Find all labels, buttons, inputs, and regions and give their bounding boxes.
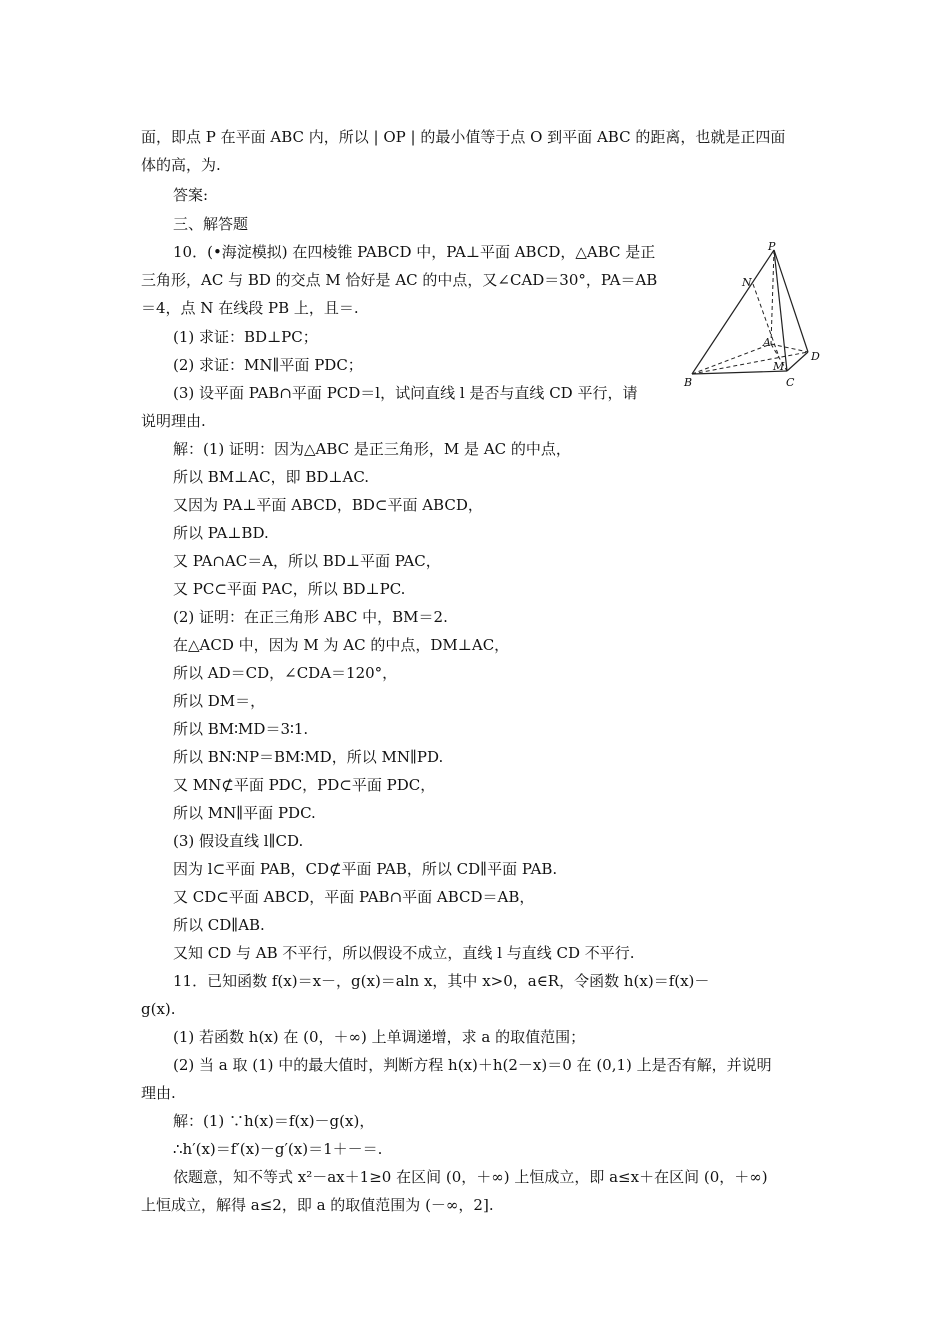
solution-line: 解：(1) ∵h(x)＝f(x)－g(x)， — [173, 1112, 375, 1130]
label-m: M — [773, 360, 785, 373]
problem-11-text: 11．已知函数 f(x)＝x－，g(x)＝aln x，其中 x>0，a∈R，令函数 h(x)＝f(x)－ — [173, 972, 710, 990]
edge-cd — [787, 352, 808, 371]
solution-line: (2) 证明：在正三角形 ABC 中，BM＝2. — [173, 608, 448, 626]
text-line: 面，即点 P 在平面 ABC 内，所以 | OP | 的最小值等于点 O 到平面 ABC 的距离，也就是正四面 — [141, 128, 786, 146]
problem-10-part: (3) 设平面 PAB∩平面 PCD＝l，试问直线 l 是否与直线 CD 平行，请 — [173, 384, 638, 402]
problem-10-text: 10．(•海淀模拟) 在四棱锥 PABCD 中，PA⊥平面 ABCD，△ABC 是正 — [173, 243, 656, 261]
problem-10-part: (1) 求证：BD⊥PC； — [173, 328, 318, 346]
solution-line: 又 MN⊄平面 PDC，PD⊂平面 PDC， — [173, 776, 436, 794]
label-a: A — [763, 336, 771, 349]
label-b: B — [684, 376, 693, 388]
solution-line: 所以 MN∥平面 PDC. — [173, 804, 316, 822]
solution-line: 所以 AD＝CD，∠CDA＝120°， — [173, 664, 398, 682]
solution-line: ∴h′(x)＝f′(x)－g′(x)＝1＋－＝. — [173, 1140, 383, 1158]
solution-line: 依题意，知不等式 x²－ax＋1≥0 在区间 (0，＋∞) 上恒成立，即 a≤x＋在区间 (0，＋∞) — [173, 1168, 768, 1186]
solution-line: 所以 BM⊥AC，即 BD⊥AC. — [173, 468, 370, 486]
problem-10-text: ＝4，点 N 在线段 PB 上，且＝. — [141, 299, 359, 317]
problem-11-part: (1) 若函数 h(x) 在 (0，＋∞) 上单调递增，求 a 的取值范围； — [173, 1028, 586, 1046]
solution-line: 上恒成立，解得 a≤2，即 a 的取值范围为 (－∞，2]. — [141, 1196, 494, 1214]
pyramid-figure — [676, 240, 828, 388]
problem-11-text: g(x). — [141, 1000, 176, 1018]
text-line: 体的高，为. — [141, 156, 221, 174]
text-line: 答案: — [173, 186, 209, 204]
edge-pb — [692, 250, 774, 374]
solution-line: 所以 BN∶NP＝BM∶MD，所以 MN∥PD. — [173, 748, 444, 766]
edge-bd — [692, 352, 808, 374]
problem-10-part: 说明理由. — [141, 412, 206, 430]
label-c: C — [786, 376, 795, 388]
problem-10-text: 三角形，AC 与 BD 的交点 M 恰好是 AC 的中点，又∠CAD＝30°，PA＝AB — [141, 271, 658, 289]
problem-11-part: 理由. — [141, 1084, 176, 1102]
solution-line: 所以 PA⊥BD. — [173, 524, 269, 542]
solution-line: 又知 CD 与 AB 不平行，所以假设不成立，直线 l 与直线 CD 不平行. — [173, 944, 635, 962]
edge-pa — [771, 250, 774, 344]
problem-11-part: (2) 当 a 取 (1) 中的最大值时，判断方程 h(x)＋h(2－x)＝0 在 (0,1) 上是否有解，并说明 — [173, 1056, 772, 1074]
solution-line: (3) 假设直线 l∥CD. — [173, 832, 304, 850]
section-heading: 三、解答题 — [173, 215, 249, 233]
solution-line: 所以 CD∥AB. — [173, 916, 265, 934]
solution-line: 解：(1) 证明：因为△ABC 是正三角形，M 是 AC 的中点， — [173, 440, 571, 458]
solution-line: 因为 l⊂平面 PAB，CD⊄平面 PAB，所以 CD∥平面 PAB. — [173, 860, 558, 878]
solution-line: 在△ACD 中，因为 M 为 AC 的中点，DM⊥AC， — [173, 636, 510, 654]
label-p: P — [768, 240, 776, 253]
solution-line: 又 CD⊂平面 ABCD，平面 PAB∩平面 ABCD＝AB， — [173, 888, 535, 906]
edge-ba — [692, 344, 771, 374]
problem-10-part: (2) 求证：MN∥平面 PDC； — [173, 356, 363, 374]
solution-line: 又 PC⊂平面 PAC，所以 BD⊥PC. — [173, 580, 406, 598]
solution-line: 所以 BM∶MD＝3∶1. — [173, 720, 309, 738]
label-n: N — [742, 276, 752, 289]
solution-line: 又因为 PA⊥平面 ABCD，BD⊂平面 ABCD， — [173, 496, 483, 514]
solution-line: 又 PA∩AC＝A，所以 BD⊥平面 PAC， — [173, 552, 441, 570]
solution-line: 所以 DM＝， — [173, 692, 266, 710]
label-d: D — [811, 350, 820, 363]
